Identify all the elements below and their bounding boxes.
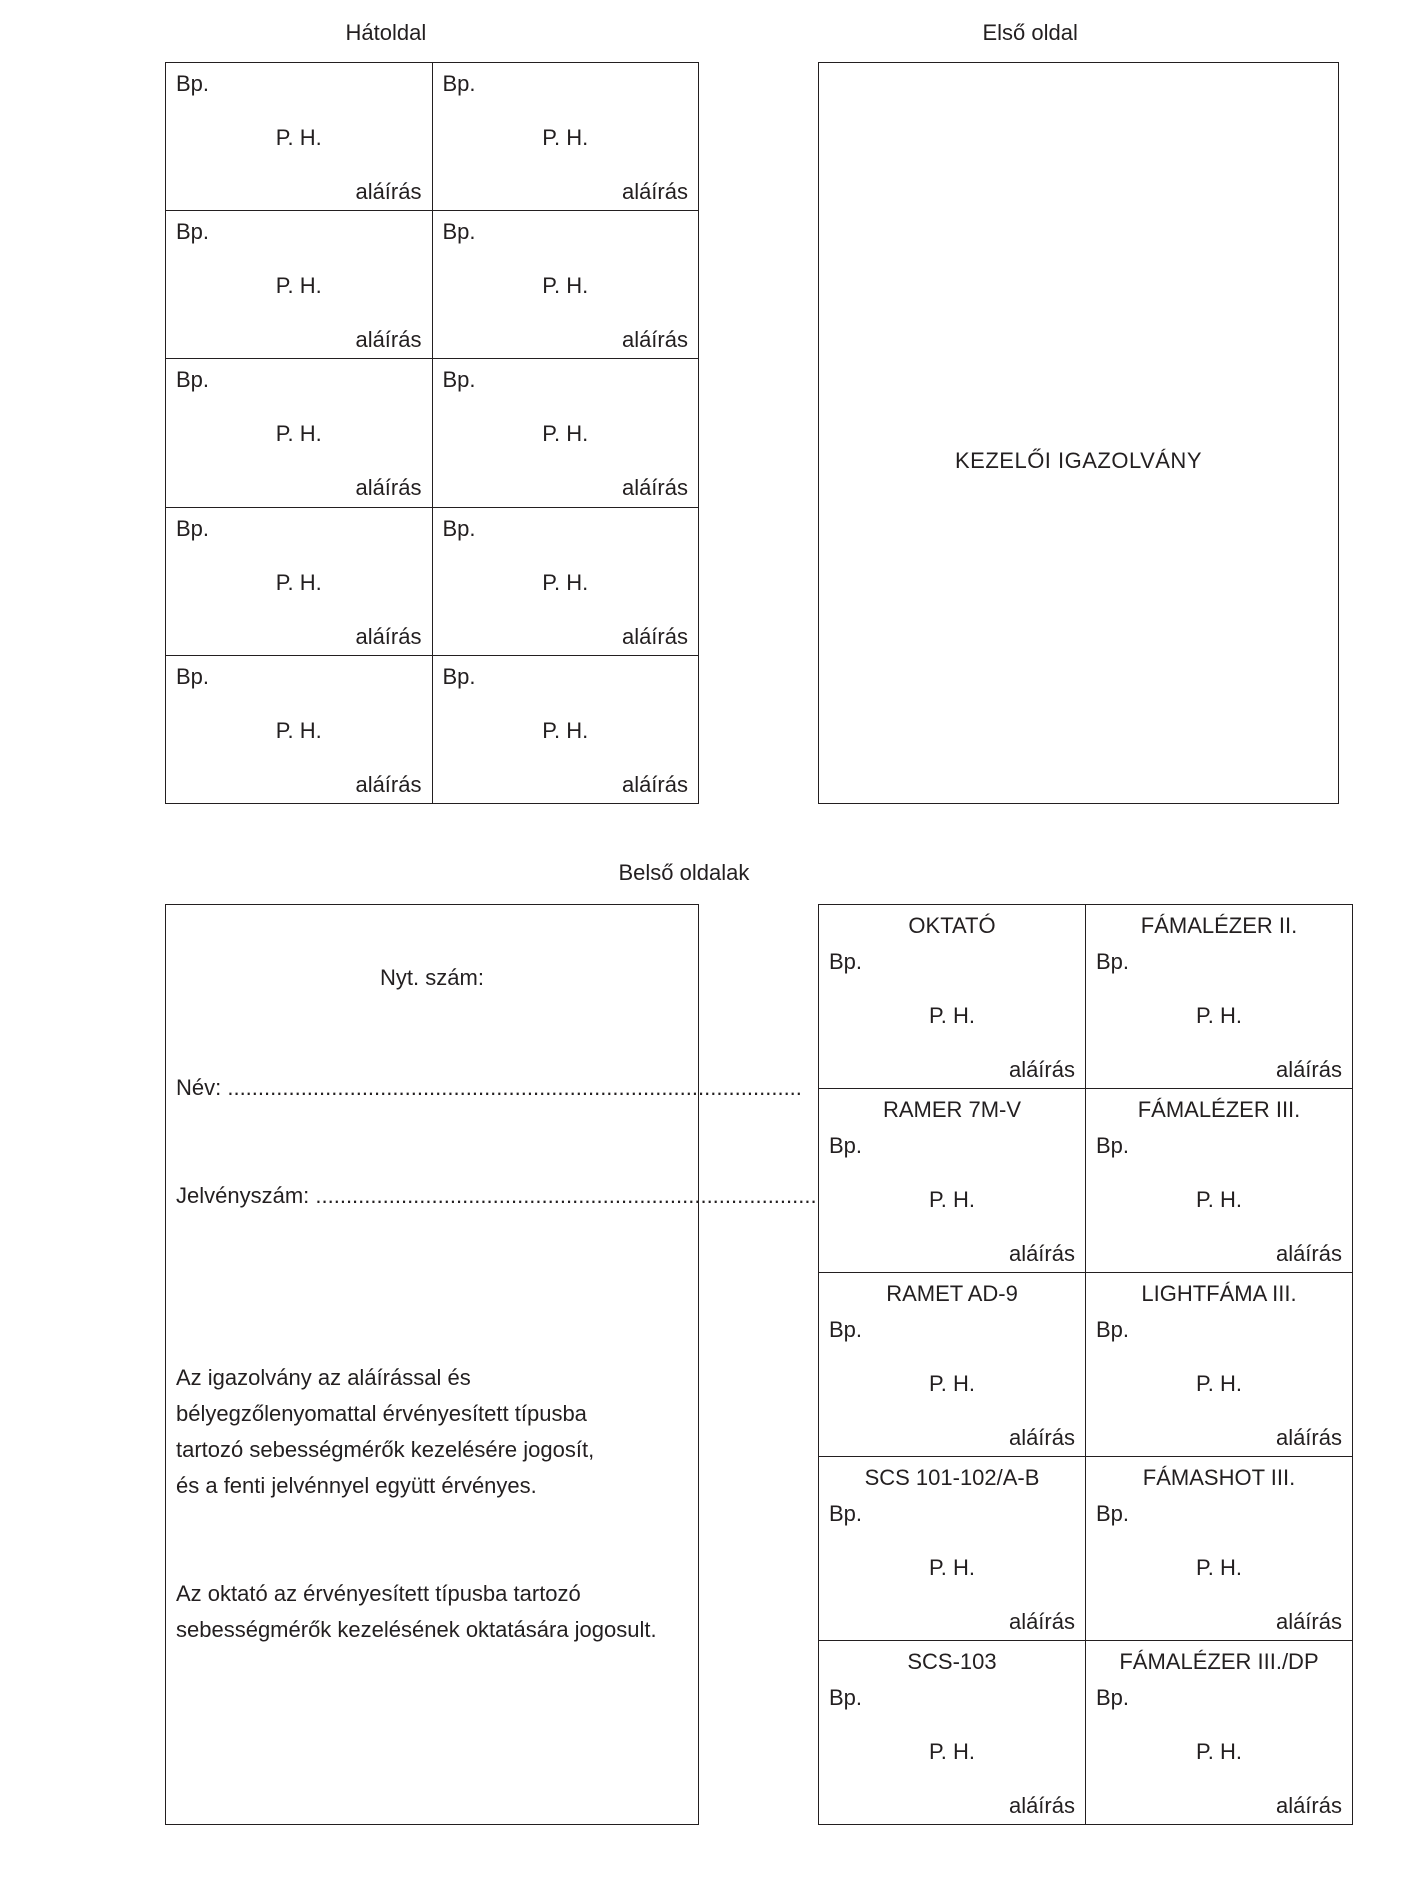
signature-label: aláírás	[621, 475, 688, 501]
device-title: SCS-103	[907, 1649, 997, 1674]
bp-label: Bp.	[1096, 1501, 1130, 1526]
signature-label: aláírás	[621, 327, 688, 353]
ph-label: P. H.	[275, 717, 322, 743]
ph-label: P. H.	[1195, 1187, 1243, 1212]
ph-label: P. H.	[275, 569, 322, 595]
device-title: RAMET AD-9	[886, 1281, 1018, 1306]
signature-label: aláírás	[355, 623, 422, 649]
bp-label: Bp.	[442, 367, 476, 393]
ph-label: P. H.	[275, 125, 322, 150]
bp-label: Bp.	[1096, 949, 1130, 974]
paragraph-line: tartozó sebességmérők kezelésére jogosít,	[176, 1437, 595, 1462]
bp-label: Bp.	[442, 71, 476, 96]
device-title: SCS 101-102/A-B	[864, 1465, 1040, 1490]
paragraph-line: és a fenti jelvénnyel együtt érvényes.	[176, 1473, 537, 1498]
paragraph-line: Az igazolvány az aláírással és	[176, 1365, 471, 1390]
device-cell	[1086, 905, 1353, 1089]
ph-label: P. H.	[1195, 1003, 1243, 1028]
back-cell	[166, 508, 433, 656]
bp-label: Bp.	[1096, 1685, 1130, 1710]
bp-label: Bp.	[176, 663, 210, 689]
signature-label: aláírás	[1008, 1425, 1075, 1450]
device-cell	[1086, 1273, 1353, 1457]
device-title: FÁMALÉZER II.	[1140, 913, 1298, 938]
signature-label: aláírás	[1008, 1793, 1075, 1818]
bp-label: Bp.	[176, 367, 210, 393]
ph-label: P. H.	[542, 569, 589, 595]
back-cell	[433, 656, 700, 804]
bp-label: Bp.	[442, 663, 476, 689]
signature-label: aláírás	[1275, 1241, 1342, 1266]
signature-label: aláírás	[621, 179, 688, 204]
device-cell	[1086, 1641, 1353, 1825]
badge-number-line: Jelvényszám: ..................................................................................	[176, 1183, 817, 1208]
signature-label: aláírás	[621, 771, 688, 797]
signature-label: aláírás	[621, 623, 688, 649]
ph-label: P. H.	[1195, 1739, 1243, 1764]
signature-label: aláírás	[355, 327, 422, 353]
ph-label: P. H.	[542, 717, 589, 743]
back-cell	[433, 508, 700, 656]
signature-label: aláírás	[1008, 1609, 1075, 1634]
bp-label: Bp.	[442, 219, 476, 245]
device-cell	[819, 1641, 1086, 1825]
bp-label: Bp.	[829, 1133, 863, 1158]
device-title: FÁMASHOT III.	[1142, 1465, 1296, 1490]
bp-label: Bp.	[829, 1685, 863, 1710]
bp-label: Bp.	[829, 1501, 863, 1526]
signature-label: aláírás	[355, 771, 422, 797]
device-cell	[819, 1273, 1086, 1457]
device-cell	[1086, 1457, 1353, 1641]
back-cell	[433, 63, 700, 211]
signature-label: aláírás	[1275, 1425, 1342, 1450]
inner-right-grid	[818, 904, 1353, 1825]
signature-label: aláírás	[1275, 1057, 1342, 1082]
ph-label: P. H.	[542, 421, 589, 447]
signature-label: aláírás	[1275, 1793, 1342, 1818]
bp-label: Bp.	[176, 219, 210, 245]
validity-paragraph	[176, 1360, 688, 1504]
ph-label: P. H.	[542, 125, 589, 150]
device-cell	[819, 905, 1086, 1089]
inner-pages-heading: Belső oldalak	[618, 860, 750, 885]
registration-number-label: Nyt. szám:	[380, 965, 484, 990]
paragraph-line: bélyegzőlenyomattal érvényesített típusba	[176, 1401, 587, 1426]
device-title: LIGHTFÁMA III.	[1141, 1281, 1297, 1306]
device-title: FÁMALÉZER III./DP	[1119, 1649, 1319, 1674]
signature-label: aláírás	[355, 475, 422, 501]
signature-label: aláírás	[1008, 1241, 1075, 1266]
bp-label: Bp.	[176, 71, 210, 96]
ph-label: P. H.	[275, 421, 322, 447]
paragraph-line: Az oktató az érvényesített típusba tartozó	[176, 1581, 581, 1606]
inner-left-page	[165, 904, 817, 1825]
bp-label: Bp.	[829, 949, 863, 974]
device-title: RAMER 7M-V	[882, 1097, 1022, 1122]
device-title: OKTATÓ	[908, 913, 996, 938]
back-cell	[166, 656, 433, 804]
paragraph-line: sebességmérők kezelésének oktatására jogosult.	[176, 1617, 657, 1642]
device-title: FÁMALÉZER III.	[1137, 1097, 1301, 1122]
signature-label: aláírás	[1008, 1057, 1075, 1082]
bp-label: Bp.	[442, 515, 476, 541]
back-cell	[166, 63, 433, 211]
ph-label: P. H.	[928, 1187, 976, 1212]
front-side-heading: Első oldal	[982, 20, 1078, 45]
bp-label: Bp.	[176, 515, 210, 541]
front-title: KEZELŐI IGAZOLVÁNY	[955, 448, 1202, 473]
front-side-card	[818, 62, 1339, 804]
bp-label: Bp.	[829, 1317, 863, 1342]
ph-label: P. H.	[275, 273, 322, 299]
bp-label: Bp.	[1096, 1133, 1130, 1158]
ph-label: P. H.	[1195, 1371, 1243, 1396]
ph-label: P. H.	[928, 1555, 976, 1580]
device-cell	[819, 1457, 1086, 1641]
ph-label: P. H.	[928, 1003, 976, 1028]
back-cell	[166, 211, 433, 359]
back-side-heading: Hátoldal	[345, 20, 427, 45]
ph-label: P. H.	[928, 1739, 976, 1764]
ph-label: P. H.	[542, 273, 589, 299]
back-side-grid	[165, 62, 699, 804]
instructor-paragraph	[176, 1576, 688, 1648]
device-cell	[1086, 1089, 1353, 1273]
signature-label: aláírás	[1275, 1609, 1342, 1634]
back-cell	[433, 211, 700, 359]
back-cell	[166, 359, 433, 507]
device-cell	[819, 1089, 1086, 1273]
ph-label: P. H.	[928, 1371, 976, 1396]
ph-label: P. H.	[1195, 1555, 1243, 1580]
name-line: Név: ..............................................................................................	[176, 1075, 802, 1100]
bp-label: Bp.	[1096, 1317, 1130, 1342]
signature-label: aláírás	[355, 179, 422, 204]
back-cell	[433, 359, 700, 507]
